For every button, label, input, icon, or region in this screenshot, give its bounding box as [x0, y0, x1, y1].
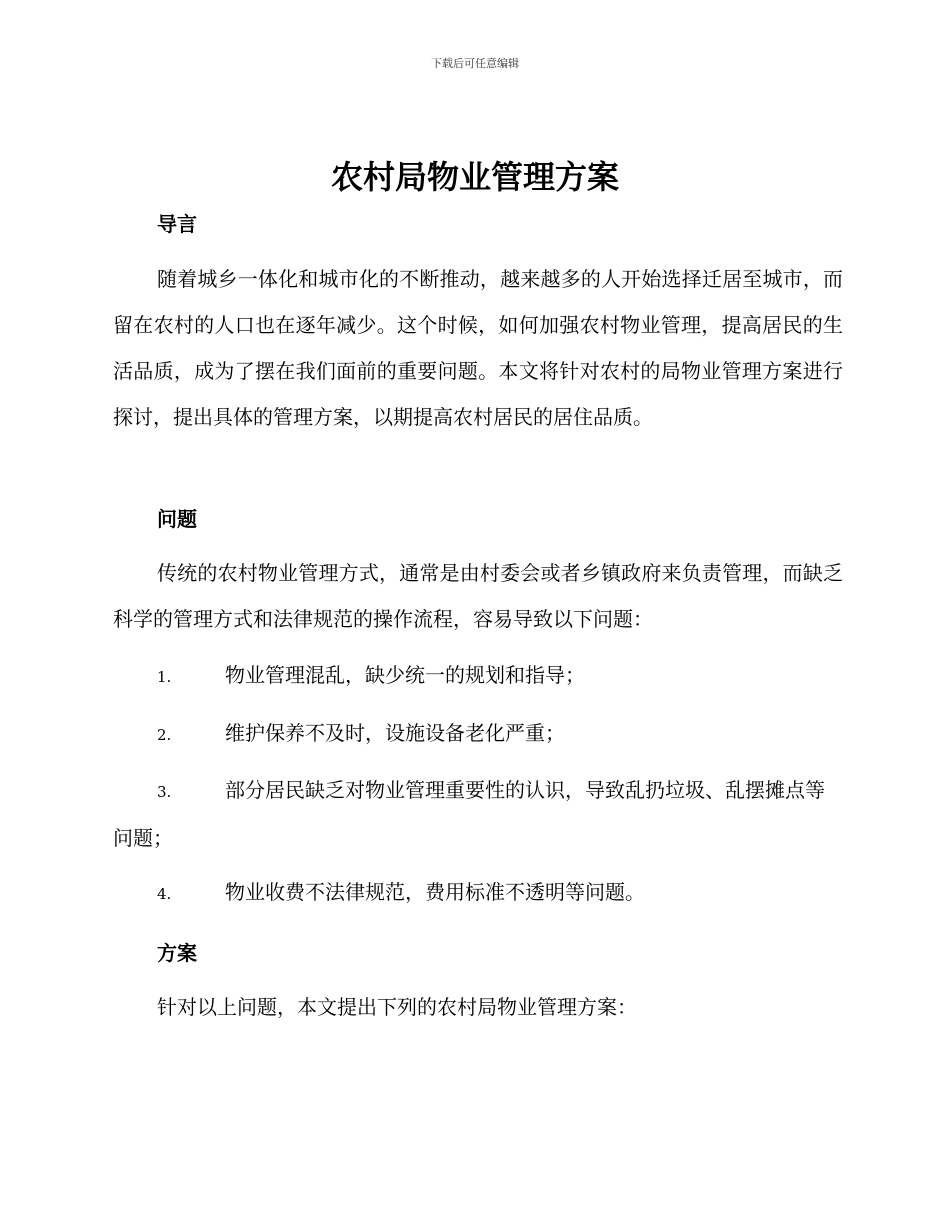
document-title: 农村局物业管理方案	[330, 158, 619, 196]
section-heading-intro: 导言	[157, 212, 197, 236]
list-item-text: 部分居民缺乏对物业管理重要性的认识，导致乱扔垃圾、乱摆摊点等问题；	[113, 778, 825, 850]
list-item-text: 物业管理混乱，缺少统一的规划和指导；	[225, 663, 585, 687]
plan-paragraph: 针对以上问题，本文提出下列的农村局物业管理方案：	[157, 995, 637, 1019]
problems-paragraph: 传统的农村物业管理方式，通常是由村委会或者乡镇政府来负责管理，而缺乏科学的管理方式和法律规范的操作流程，容易导致以下问题：	[113, 561, 843, 631]
list-item	[113, 652, 843, 700]
intro-paragraph: 随着城乡一体化和城市化的不断推动，越来越多的人开始选择迁居至城市，而留在农村的人口也在逐年减少。这个时候，如何加强农村物业管理，提高居民的生活品质，成为了摆在我们面前的重要问题。本文将针对农村的局物业管理方案进行探讨，提出具体的管理方案，以期提高农村居民的居住品质。	[113, 267, 843, 429]
list-item-text: 物业收费不法律规范，费用标准不透明等问题。	[225, 880, 645, 904]
section-heading-plan: 方案	[157, 941, 197, 965]
list-item	[113, 710, 843, 758]
list-number: 1.	[157, 668, 172, 686]
header-note: 下载后可任意编辑	[431, 57, 519, 70]
list-item	[113, 767, 843, 861]
list-number: 4.	[157, 885, 172, 903]
section-heading-problems: 问题	[157, 507, 197, 531]
list-number: 2.	[157, 726, 172, 744]
list-item-text: 维护保养不及时，设施设备老化严重；	[225, 721, 565, 745]
list-number: 3.	[157, 783, 172, 801]
list-item	[113, 869, 843, 917]
